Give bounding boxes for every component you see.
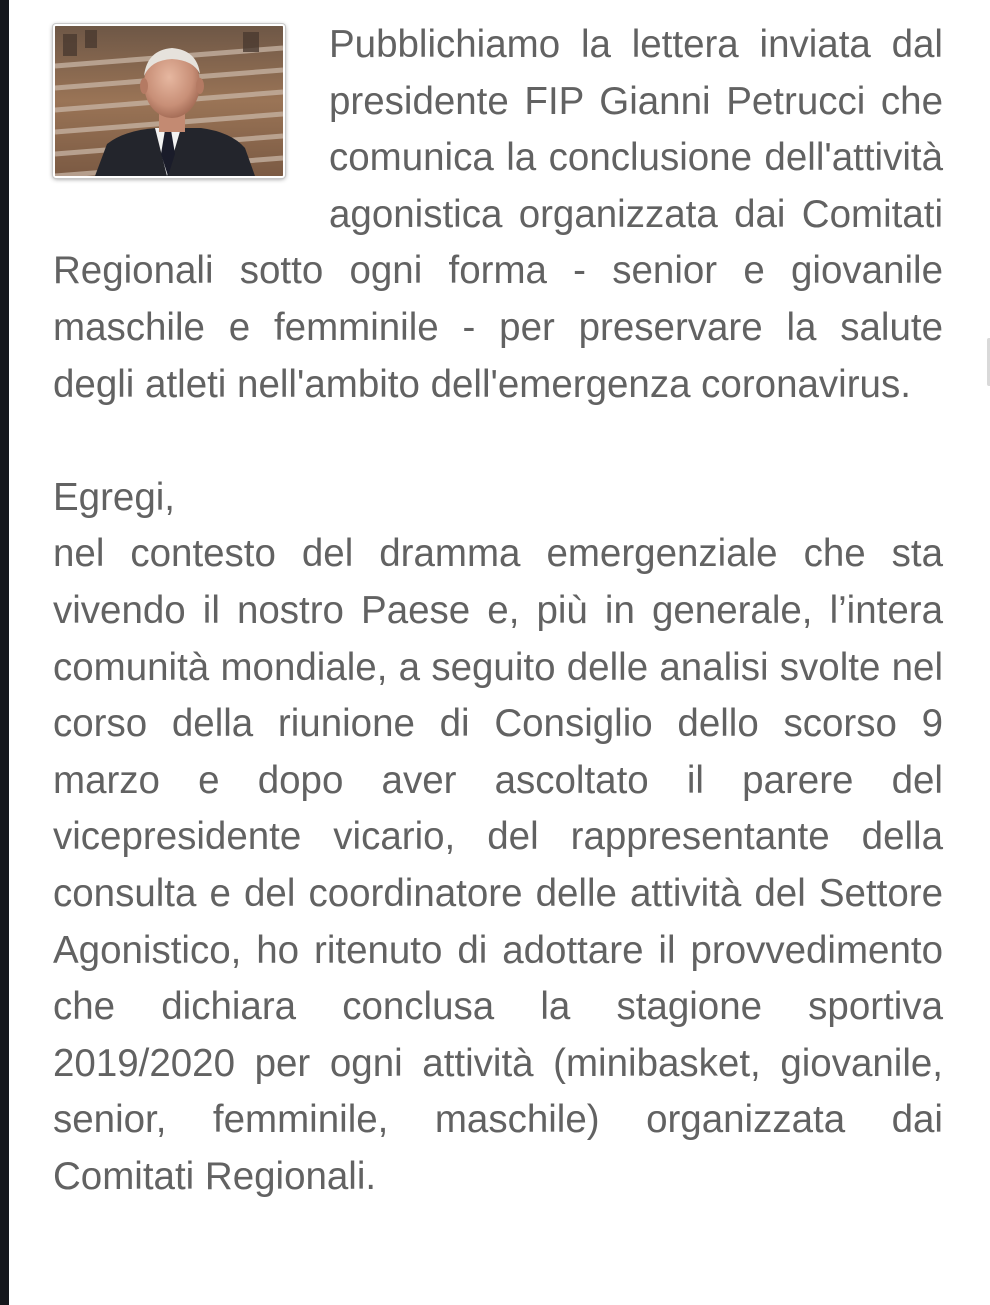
window-edge bbox=[0, 0, 9, 1305]
greeting: Egregi, bbox=[53, 475, 175, 519]
article-image[interactable] bbox=[53, 24, 285, 178]
intro-paragraph: Pubblichiamo la lettera inviata dal presidente FIP Gianni Petrucci che comunica la conclusione dell'attività agonistica organizzata dai Comitati Regionali sotto ogni forma - senior e giovanile maschile e femminile - per preservare la salute degli atleti nell'ambito dell'emergenza coronavirus. bbox=[53, 23, 943, 406]
article bbox=[53, 17, 943, 1205]
letter-body: nel contesto del dramma emergenziale che sta vivendo il nostro Paese e, più in generale, l’intera comunità mondiale, a seguito delle analisi svolte nel corso della riunione di Consiglio dello scorso 9 marzo e dopo aver ascoltato il parere del vicepresidente vicario, del rappresentante della consulta e del coordinatore delle attività del Settore Agonistico, ho ritenuto di adottare il provvedimento che dichiara conclusa la stagione sportiva 2019/2020 per ogni attività (minibasket, giovanile, senior, femminile, maschile) organizzata dai Comitati Regionali. bbox=[53, 532, 943, 1198]
paragraph-spacer bbox=[53, 413, 943, 470]
portrait-photo bbox=[55, 26, 283, 176]
